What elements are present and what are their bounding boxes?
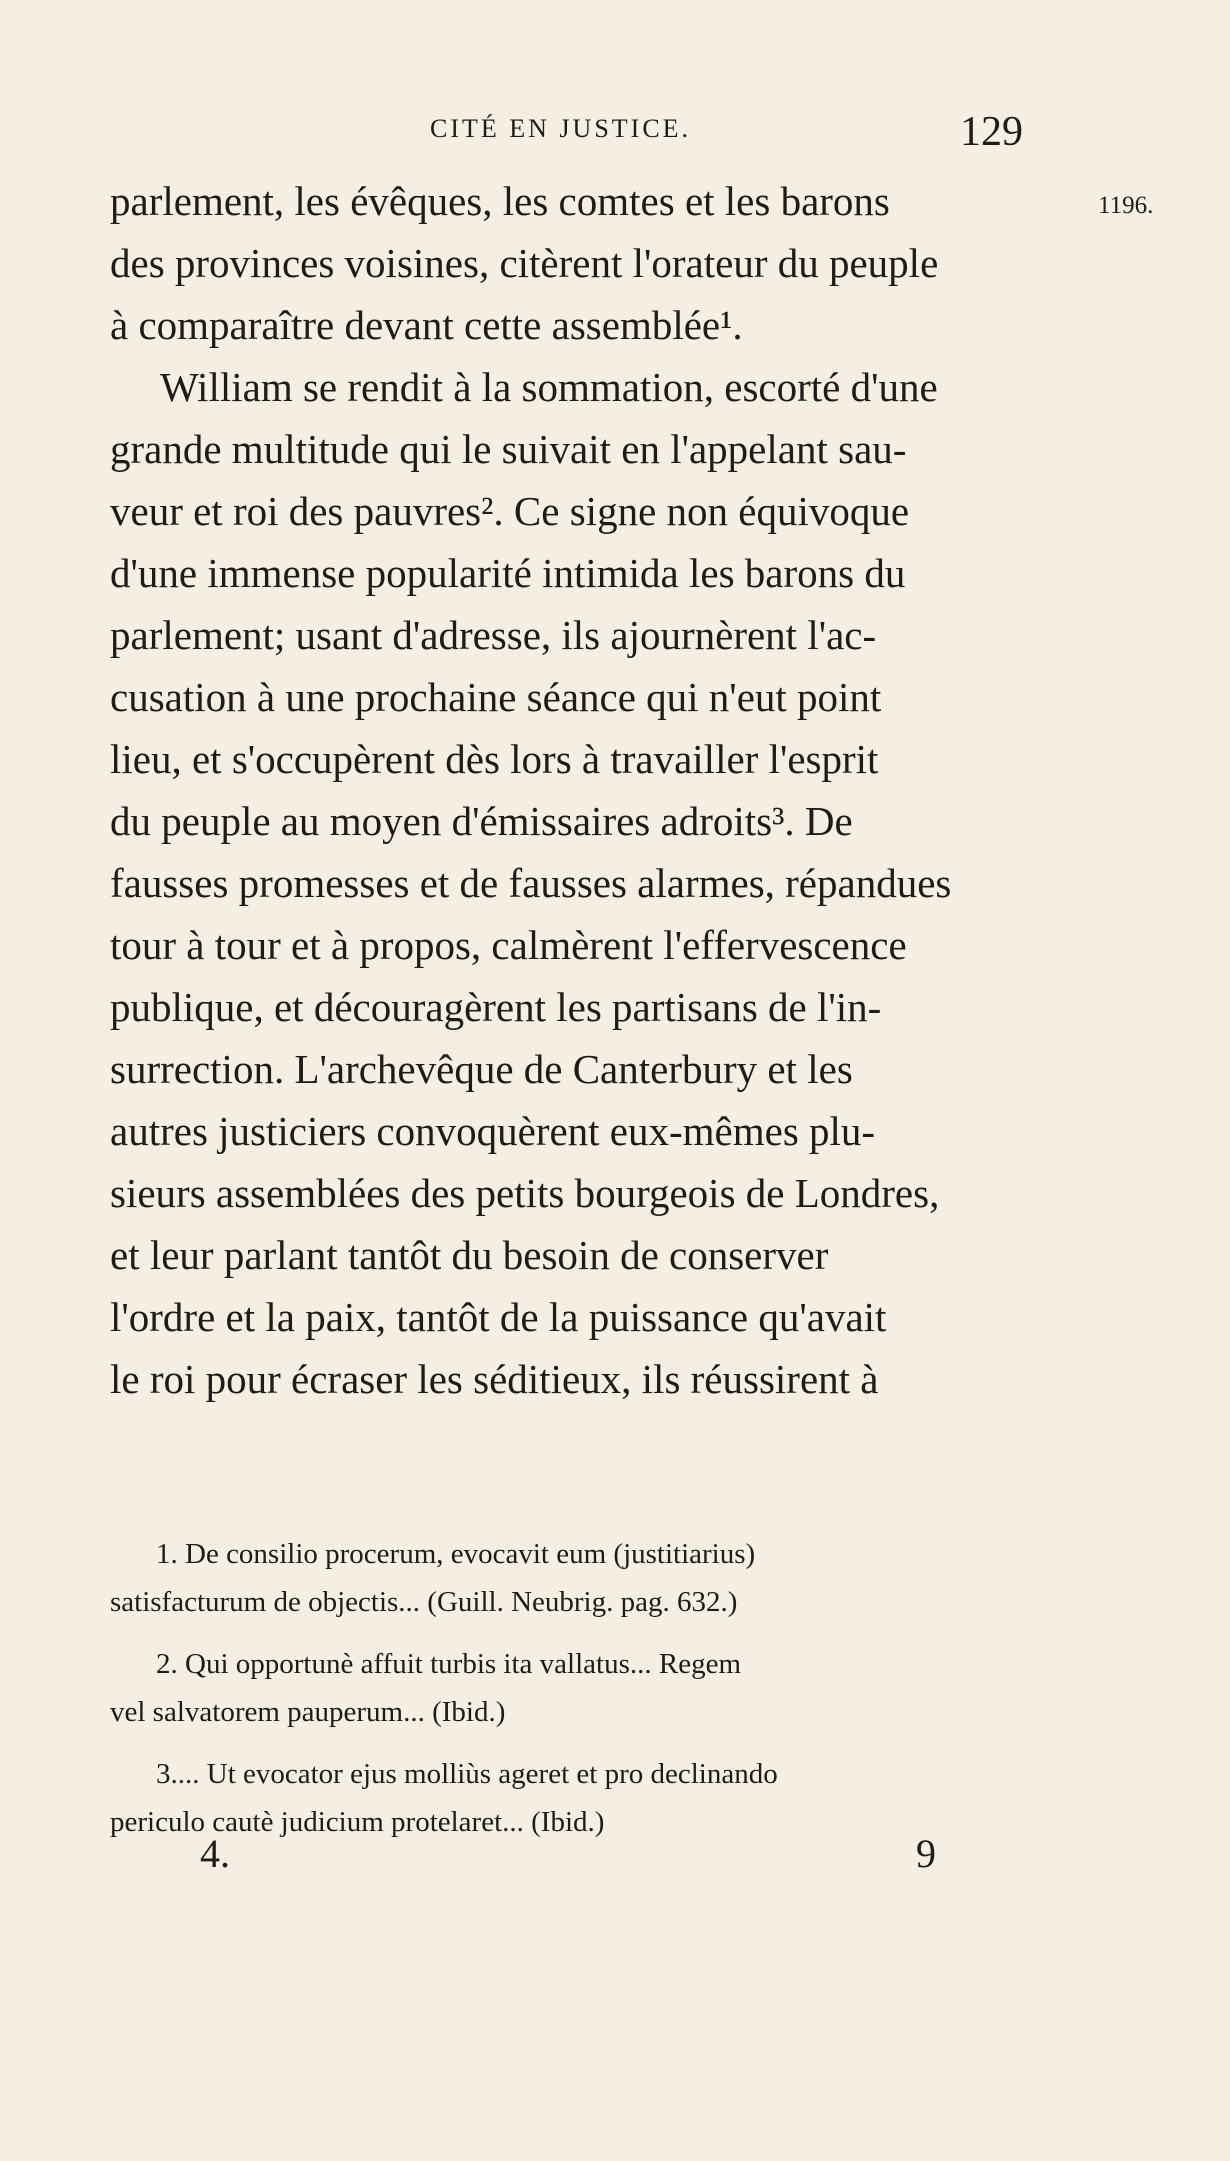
footnote-1-line-1: 1. De consilio procerum, evocavit eum (justitiarius) [156, 1538, 756, 1570]
printer-signature [0, 1830, 1230, 1890]
page-header [0, 108, 1230, 158]
text-line: d'une immense popularité intimida les barons du [110, 550, 906, 596]
footnote-3-line-1: 3.... Ut evocator ejus molliùs ageret et pro declinando [156, 1758, 778, 1790]
text-line: l'ordre et la paix, tantôt de la puissance qu'avait [110, 1294, 887, 1340]
text-line: grande multitude qui le suivait en l'appelant sau- [110, 426, 907, 472]
footnote-2-line-1: 2. Qui opportunè affuit turbis ita vallatus... Regem [156, 1648, 741, 1680]
text-line: et leur parlant tantôt du besoin de conserver [110, 1232, 829, 1278]
paragraph-start-line: William se rendit à la sommation, escorté d'une [160, 364, 938, 410]
footnote-2-line-2: vel salvatorem pauperum... (Ibid.) [110, 1696, 506, 1728]
text-line: cusation à une prochaine séance qui n'eut point [110, 674, 882, 720]
text-line: autres justiciers convoquèrent eux-mêmes plu- [110, 1108, 876, 1154]
signature-sheet: 9 [916, 1831, 936, 1876]
running-title: CITÉ EN JUSTICE. [430, 114, 692, 143]
footnote-1-line-2: satisfacturum de objectis... (Guill. Neubrig. pag. 632.) [110, 1586, 738, 1618]
page-number: 129 [960, 109, 1023, 155]
text-line: du peuple au moyen d'émissaires adroits³. De [110, 798, 853, 844]
signature-volume: 4. [200, 1831, 230, 1876]
footnotes [110, 1530, 1110, 1846]
footnote-3-line-2: periculo cautè judicium protelaret... (Ibid.) [110, 1806, 605, 1838]
text-line: des provinces voisines, citèrent l'orateur du peuple [110, 240, 939, 286]
text-line: parlement, les évêques, les comtes et les barons [110, 178, 890, 224]
text-line: surrection. L'archevêque de Canterbury et les [110, 1046, 853, 1092]
text-line: publique, et découragèrent les partisans de l'in- [110, 984, 882, 1030]
text-line: à comparaître devant cette assemblée¹. [110, 302, 743, 348]
text-line: fausses promesses et de fausses alarmes, répandues [110, 860, 952, 906]
margin-year-note: 1196. [1098, 192, 1154, 219]
text-line: parlement; usant d'adresse, ils ajournèrent l'ac- [110, 612, 877, 658]
text-line: lieu, et s'occupèrent dès lors à travailler l'esprit [110, 736, 879, 782]
text-line: veur et roi des pauvres². Ce signe non équivoque [110, 488, 910, 534]
text-line: le roi pour écraser les séditieux, ils réussirent à [110, 1356, 879, 1402]
text-line: sieurs assemblées des petits bourgeois de Londres, [110, 1170, 940, 1216]
main-text [110, 170, 1060, 1410]
text-line: tour à tour et à propos, calmèrent l'effervescence [110, 922, 907, 968]
